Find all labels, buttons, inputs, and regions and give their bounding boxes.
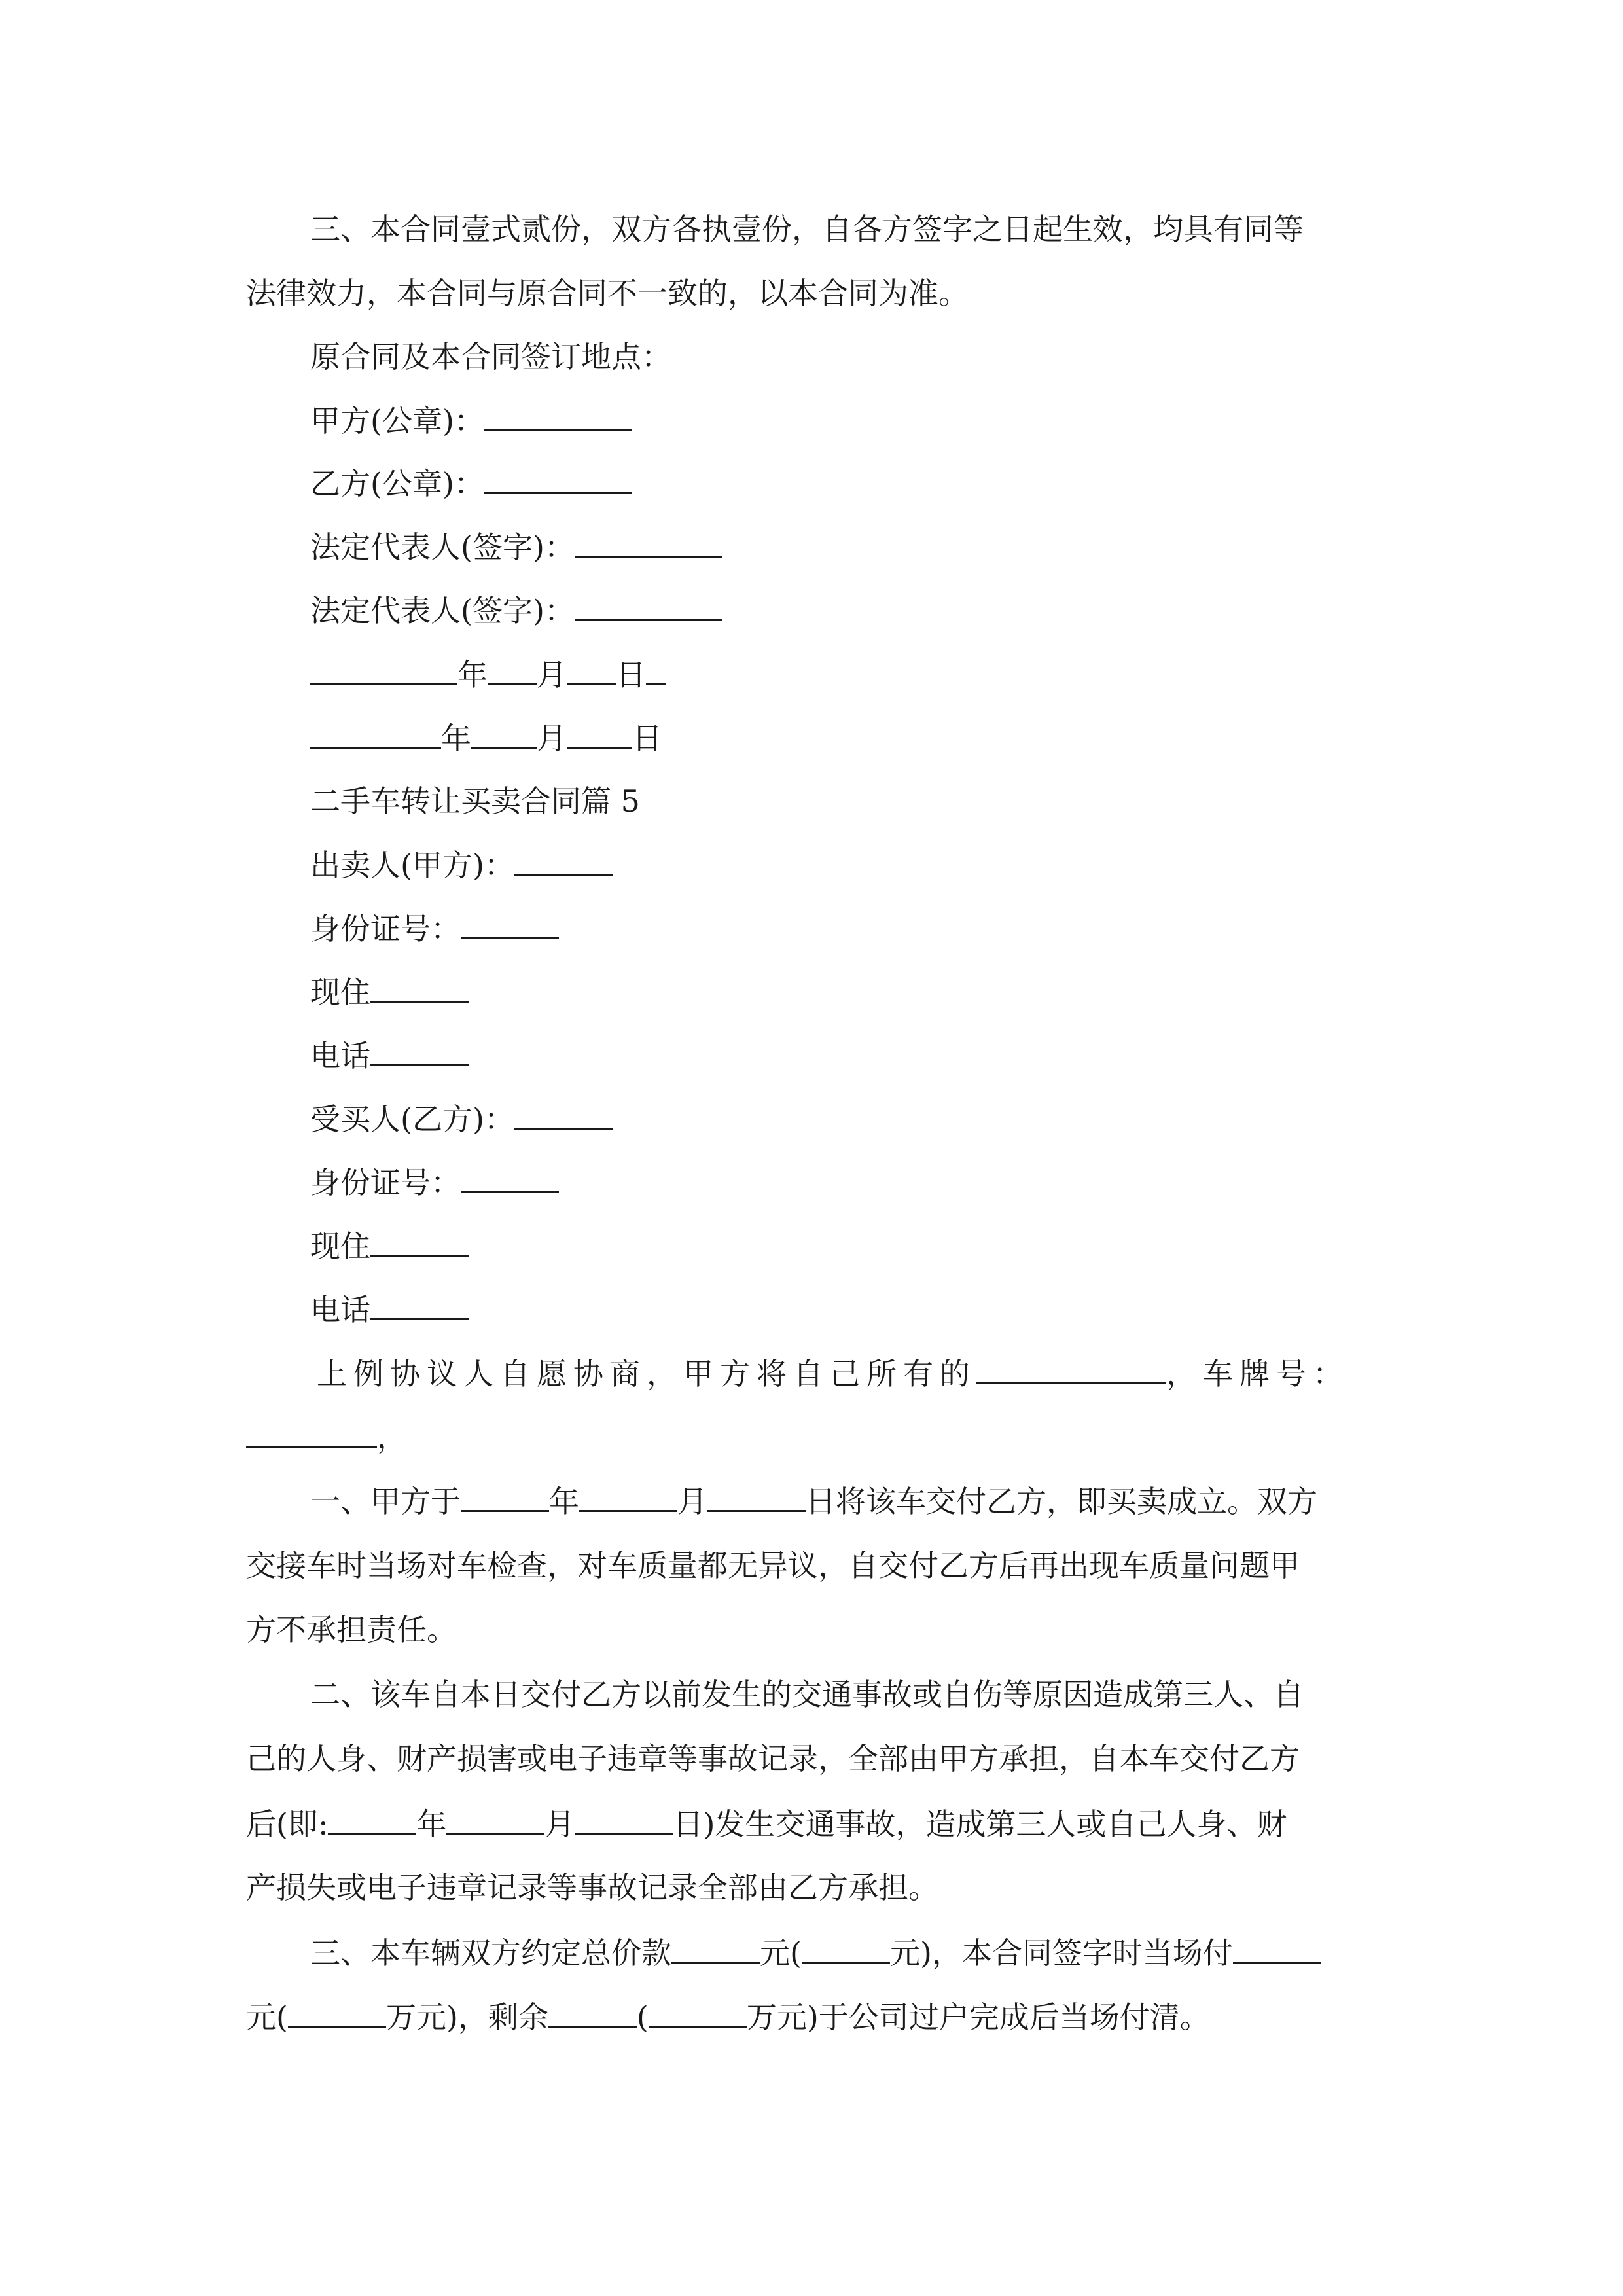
buyer-id-blank	[461, 1162, 559, 1193]
text: ，车牌号：	[1166, 1356, 1349, 1391]
seller-id-line	[310, 908, 559, 948]
text: 二、该车自本日交付乙方以前发生的交通事故或自伤等原因造成第三人、自	[310, 1677, 1304, 1712]
text: 电话	[310, 1038, 370, 1073]
year-blank	[310, 718, 441, 749]
legal-rep-a-line	[310, 527, 722, 567]
text: 万元)，剩余	[385, 2000, 548, 2035]
agreement-line-2	[246, 1417, 407, 1457]
month-label: 月	[537, 721, 567, 756]
day-label: 日	[632, 721, 662, 756]
remaining-words-blank	[649, 1997, 747, 2028]
section-heading	[310, 781, 640, 821]
total-price-words-blank	[802, 1933, 890, 1964]
buyer-line	[310, 1099, 613, 1139]
clause-2-line-4	[246, 1868, 938, 1907]
vehicle-blank	[976, 1354, 1166, 1384]
text: 元)，本合同签字时当场付	[889, 1935, 1233, 1971]
text: 日将该车交付乙方，即买卖成立。双方	[806, 1484, 1317, 1519]
buyer-phone-blank	[370, 1289, 469, 1320]
seller-id-blank	[461, 908, 559, 939]
year-blank	[310, 655, 457, 685]
party-a-seal-blank	[484, 401, 632, 431]
clause-1-line-2	[246, 1546, 1300, 1585]
day-blank	[707, 1481, 806, 1512]
seller-address-line	[310, 972, 469, 1012]
clause-1-line-3	[246, 1610, 457, 1649]
text: 日)发生交通事故，造成第三人或自己人身、财	[673, 1806, 1287, 1842]
seller-line	[310, 845, 613, 885]
text: 元(	[760, 1935, 802, 1971]
seller-address-blank	[370, 972, 469, 1003]
legal-rep-b-blank	[575, 590, 722, 621]
year-label: 年	[457, 657, 488, 692]
party-a-seal-line	[310, 401, 632, 440]
text: (	[636, 2000, 649, 2035]
clause-3b-line-1	[310, 1933, 1321, 1973]
remaining-blank	[548, 1997, 637, 2028]
year-blank	[461, 1481, 549, 1512]
signing-place-label	[310, 337, 671, 376]
total-price-blank	[671, 1933, 760, 1964]
text: 月	[544, 1806, 575, 1842]
text: 身份证号：	[310, 1165, 461, 1200]
clause-3-line-1	[310, 209, 1304, 249]
text: 年	[416, 1806, 447, 1842]
text: 三、本车辆双方约定总价款	[310, 1935, 671, 1971]
text: 受买人(乙方)：	[310, 1102, 514, 1137]
year-label: 年	[441, 721, 471, 756]
text: 年	[549, 1484, 579, 1519]
buyer-blank	[514, 1099, 613, 1130]
buyer-address-line	[310, 1226, 469, 1266]
plate-blank	[246, 1417, 377, 1448]
clause-1-line-1	[310, 1481, 1317, 1521]
day-label: 日	[616, 657, 646, 692]
text: 现住	[310, 1229, 370, 1264]
paid-now-words-blank	[288, 1997, 386, 2028]
text: 己的人身、财产损害或电子违章等事故记录，全部由甲方承担，自本车交付乙方	[246, 1741, 1300, 1776]
month-blank	[446, 1804, 544, 1835]
text: 三、本合同壹式贰份，双方各执壹份，自各方签字之日起生效，均具有同等	[310, 211, 1304, 247]
seller-phone-line	[310, 1035, 469, 1075]
month-label: 月	[537, 657, 567, 692]
buyer-id-line	[310, 1162, 559, 1202]
day-blank	[567, 718, 632, 749]
text: 元(	[246, 2000, 288, 2035]
text: 出卖人(甲方)：	[310, 848, 514, 883]
day-blank	[567, 655, 616, 685]
text: 电话	[310, 1292, 370, 1327]
date-line-1	[310, 655, 666, 694]
text: 万元)于公司过户完成后当场付清。	[746, 2000, 1210, 2035]
month-blank	[579, 1481, 677, 1512]
text: 交接车时当场对车检查，对车质量都无异议，自交付乙方后再出现车质量问题甲	[246, 1548, 1300, 1583]
text: 法定代表人(签字)：	[310, 529, 575, 565]
paid-now-blank	[1233, 1933, 1321, 1964]
text: 二手车转让买卖合同篇 5	[310, 783, 640, 819]
month-blank	[488, 655, 537, 685]
seller-phone-blank	[370, 1035, 469, 1066]
text: 一、甲方于	[310, 1484, 461, 1519]
text: ，	[377, 1420, 407, 1455]
clause-3-line-2	[246, 274, 969, 313]
party-b-seal-blank	[484, 463, 632, 494]
text: 甲方(公章)：	[310, 403, 484, 439]
text: 方不承担责任。	[246, 1612, 457, 1647]
text: 法定代表人(签字)：	[310, 593, 575, 628]
clause-2-line-2	[246, 1739, 1300, 1778]
legal-rep-b-line	[310, 590, 722, 630]
text: 乙方(公章)：	[310, 466, 484, 501]
agreement-line-1	[317, 1354, 1349, 1393]
text: 身份证号：	[310, 911, 461, 946]
text: 法律效力，本合同与原合同不一致的，以本合同为准。	[246, 276, 969, 311]
party-b-seal-line	[310, 463, 632, 503]
text: 产损失或电子违章记录等事故记录全部由乙方承担。	[246, 1870, 938, 1905]
text: 后(即:	[246, 1806, 329, 1842]
clause-3b-line-2	[246, 1997, 1210, 2037]
year-blank	[328, 1804, 416, 1835]
trailing-blank	[646, 655, 666, 685]
text: 原合同及本合同签订地点：	[310, 339, 671, 374]
date-line-2	[310, 718, 662, 758]
clause-2-line-3	[246, 1804, 1287, 1844]
month-blank	[471, 718, 537, 749]
buyer-address-blank	[370, 1226, 469, 1257]
buyer-phone-line	[310, 1289, 469, 1329]
clause-2-line-1	[310, 1675, 1304, 1714]
text: 月	[677, 1484, 707, 1519]
text: 上例协议人自愿协商，甲方将自己所有的	[317, 1356, 976, 1391]
legal-rep-a-blank	[575, 527, 722, 558]
text: 现住	[310, 975, 370, 1010]
seller-blank	[514, 845, 613, 876]
day-blank	[575, 1804, 673, 1835]
